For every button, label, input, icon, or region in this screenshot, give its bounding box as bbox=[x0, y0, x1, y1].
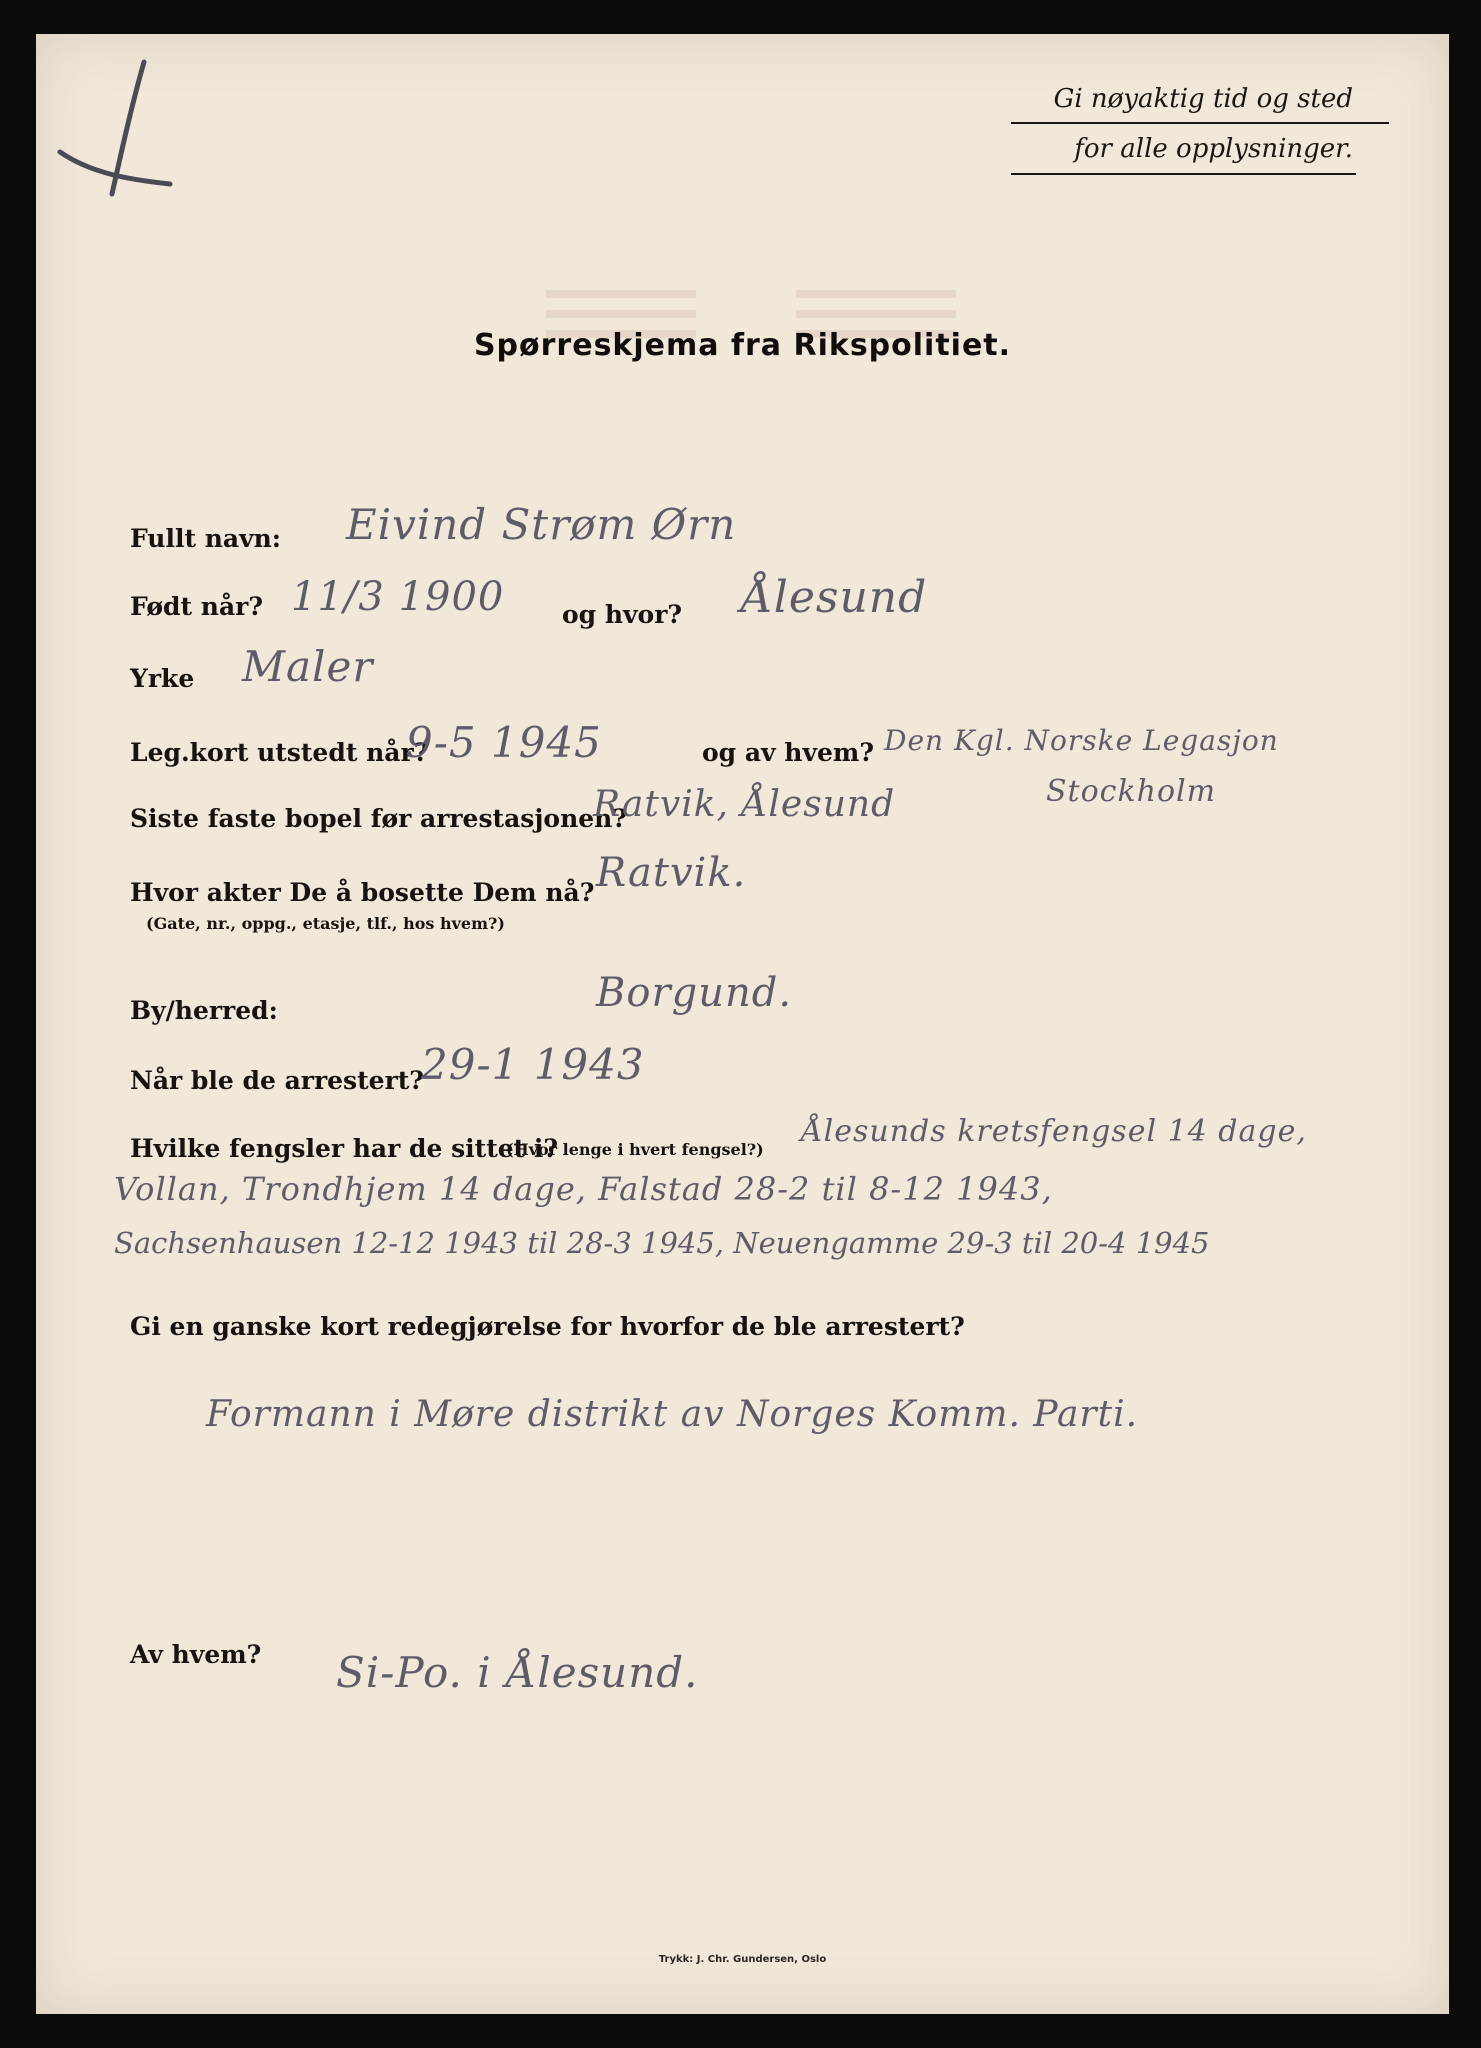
born-when-value: 11/3 1900 bbox=[291, 574, 505, 620]
born-where-value: Ålesund bbox=[741, 572, 928, 623]
printer-imprint: Trykk: J. Chr. Gundersen, Oslo bbox=[658, 1954, 827, 1965]
prisons-value-line1: Ålesunds kretsfengsel 14 dage, bbox=[801, 1114, 1307, 1149]
header-note-rule1 bbox=[1011, 122, 1389, 124]
prisons-value-line3: Sachsenhausen 12-12 1943 til 28-3 1945, Neuengamme 29-3 til 20-4 1945 bbox=[114, 1226, 1210, 1260]
reason-label: Gi en ganske kort redegjørelse for hvorfor de ble arrestert? bbox=[130, 1312, 965, 1341]
born-when-label: Født når? bbox=[130, 592, 263, 621]
form-title: Spørreskjema fra Rikspolitiet. bbox=[473, 328, 1012, 363]
occupation-label: Yrke bbox=[130, 664, 195, 693]
settle-label: Hvor akter De å bosette Dem nå? bbox=[130, 878, 595, 907]
last-address-label: Siste faste bopel før arrestasjonen? bbox=[130, 804, 627, 833]
header-note-line2: for alle opplysninger. bbox=[1074, 134, 1353, 164]
settle-sublabel: (Gate, nr., oppg., etasje, tlf., hos hvem?) bbox=[146, 914, 505, 933]
full-name-label: Fullt navn: bbox=[130, 524, 282, 553]
occupation-value: Maler bbox=[242, 642, 374, 691]
header-note-line1: Gi nøyaktig tid og sted bbox=[1053, 84, 1353, 114]
born-where-label: og hvor? bbox=[562, 600, 683, 629]
reason-value: Formann i Møre distrikt av Norges Komm. Parti. bbox=[206, 1394, 1139, 1435]
settle-value: Ratvik. bbox=[596, 850, 747, 896]
cross-mark-icon bbox=[52, 54, 182, 204]
prisons-sublabel: (Hvor lenge i hvert fengsel?) bbox=[506, 1140, 764, 1159]
arrested-when-label: Når ble de arrestert? bbox=[130, 1066, 424, 1095]
last-address-value: Ratvik, Ålesund bbox=[593, 784, 896, 825]
legcard-when-label: Leg.kort utstedt når? bbox=[130, 738, 429, 767]
prisons-label: Hvilke fengsler har de sittet i? bbox=[130, 1134, 559, 1163]
full-name-value: Eivind Strøm Ørn bbox=[346, 500, 737, 549]
by-whom-value: Si-Po. i Ålesund. bbox=[336, 1648, 699, 1697]
municipality-value: Borgund. bbox=[596, 970, 793, 1016]
municipality-label: By/herred: bbox=[130, 996, 278, 1025]
header-note-rule2 bbox=[1011, 173, 1356, 175]
legcard-when-value: 9-5 1945 bbox=[406, 718, 602, 767]
legcard-by-value-line2: Stockholm bbox=[1046, 774, 1217, 809]
prisons-value-line2: Vollan, Trondhjem 14 dage, Falstad 28-2 til 8-12 1943, bbox=[114, 1170, 1053, 1208]
legcard-by-label: og av hvem? bbox=[702, 738, 874, 767]
arrested-when-value: 29-1 1943 bbox=[421, 1040, 645, 1089]
by-whom-label: Av hvem? bbox=[130, 1640, 262, 1669]
form-sheet bbox=[36, 34, 1449, 2014]
legcard-by-value-line1: Den Kgl. Norske Legasjon bbox=[884, 724, 1279, 757]
